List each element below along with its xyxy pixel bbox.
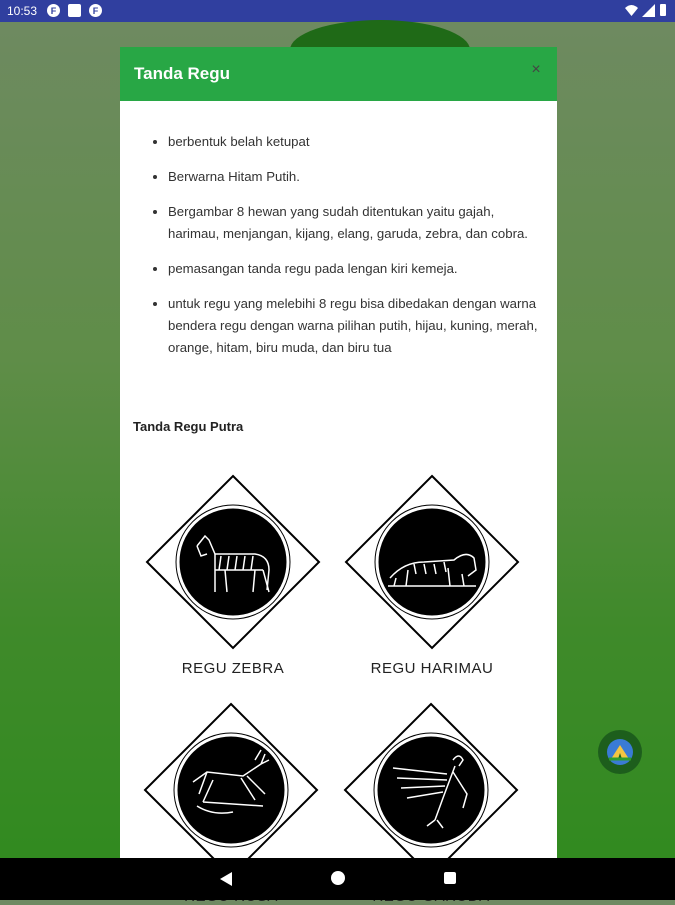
signal-icon: [642, 4, 655, 17]
recent-apps-icon[interactable]: [444, 872, 456, 884]
badge-label: REGU ZEBRA: [181, 660, 285, 677]
wifi-icon: [625, 4, 638, 17]
battery-icon: [659, 3, 667, 17]
rules-list: [120, 131, 548, 359]
deer-icon: [143, 702, 319, 878]
rule-item: • berbentuk belah ketupat: [168, 131, 548, 153]
rule-item: • untuk regu yang melebihi 8 regu bisa dibedakan dengan warna bendera regu dengan warna pilihan putih, hijau, kuning, merah, orange, hitam, biru muda, dan biru tua: [168, 293, 548, 359]
badge-label: REGU HARIMAU: [370, 660, 494, 677]
navigation-bar: [0, 858, 675, 900]
dialog-header: [120, 47, 557, 101]
system-icons: [625, 3, 667, 17]
notification-app-icon: F: [47, 4, 60, 17]
status-time: 10:53: [7, 4, 38, 18]
tanda-regu-dialog: [120, 47, 557, 858]
rule-item: • Berwarna Hitam Putih.: [168, 166, 548, 188]
dialog-content: [120, 101, 557, 677]
dialog-title: Tanda Regu: [134, 64, 231, 83]
notification-app-icon-2: F: [89, 4, 102, 17]
rule-item: • pemasangan tanda regu pada lengan kiri kemeja.: [168, 258, 548, 280]
notification-icons: [47, 4, 102, 17]
badge-zebra: [143, 474, 323, 677]
sd-card-icon: [68, 4, 81, 17]
back-icon[interactable]: [220, 872, 234, 886]
section-title: Tanda Regu Putra: [133, 419, 244, 434]
badge-harimau: [342, 474, 522, 677]
status-bar: [0, 0, 675, 22]
eagle-icon: [343, 702, 519, 878]
tiger-icon: [344, 474, 520, 650]
camp-fab-button[interactable]: [598, 730, 642, 774]
zebra-icon: [145, 474, 321, 650]
rule-item: • Bergambar 8 hewan yang sudah ditentukan yaitu gajah, harimau, menjangan, kijang, elang, garuda, zebra, dan cobra.: [168, 201, 548, 245]
tent-icon: [605, 737, 635, 767]
home-icon[interactable]: [331, 871, 345, 885]
close-icon[interactable]: ×: [531, 61, 541, 78]
